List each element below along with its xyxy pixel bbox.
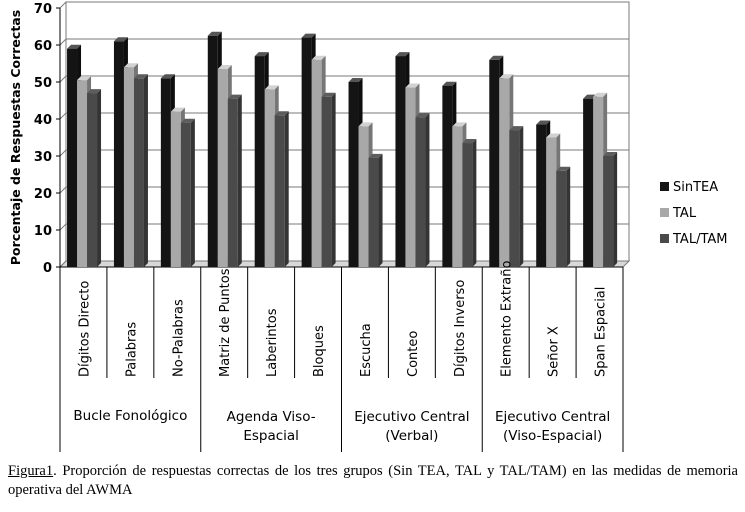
- group-label: Bucle Fonológico: [73, 408, 188, 424]
- figure-caption: [8, 462, 738, 500]
- bar-side: [425, 113, 429, 267]
- group-label: (Verbal): [385, 428, 439, 444]
- gridline-depth: [60, 150, 66, 156]
- y-tick-label: 60: [33, 39, 52, 54]
- bar-side: [566, 167, 570, 267]
- bar: [275, 115, 285, 267]
- bar: [87, 93, 97, 267]
- x-tick-label: Bloques: [312, 325, 328, 377]
- bar: [171, 112, 181, 267]
- group-label: Ejecutivo Central: [494, 409, 611, 425]
- legend-swatch: [660, 208, 669, 217]
- bar: [462, 143, 472, 267]
- bar: [359, 126, 369, 267]
- legend-swatch: [660, 182, 669, 191]
- bar-side: [191, 119, 195, 267]
- group-label: (Viso-Espacial): [503, 428, 603, 444]
- x-tick-label: Palabras: [124, 321, 140, 377]
- bar-side: [379, 154, 383, 267]
- bar: [218, 69, 228, 267]
- x-tick-label: No-Palabras: [171, 299, 187, 377]
- x-tick-label: Dígitos Directo: [77, 280, 93, 377]
- bar-side: [472, 139, 476, 267]
- bar: [161, 78, 171, 267]
- bar: [452, 126, 462, 267]
- bar: [67, 49, 77, 267]
- y-tick-label: 10: [33, 224, 52, 239]
- x-tick-label: Conteo: [405, 330, 421, 377]
- bar: [322, 97, 332, 267]
- bar-side: [97, 89, 101, 267]
- bar: [583, 99, 593, 267]
- bar: [124, 67, 134, 267]
- x-tick-label: Matriz de Puntos: [218, 268, 234, 377]
- x-tick-label: Escucha: [358, 323, 374, 377]
- bar: [489, 60, 499, 267]
- bar: [312, 60, 322, 267]
- gridline-depth: [60, 76, 66, 82]
- y-tick-label: 40: [33, 113, 52, 128]
- y-tick-label: 30: [33, 150, 52, 165]
- bar: [415, 117, 425, 267]
- gridline-depth: [60, 187, 66, 193]
- legend-label: TAL: [673, 206, 697, 221]
- bar-side: [332, 93, 336, 267]
- bar: [302, 38, 312, 267]
- bar-side: [613, 152, 617, 267]
- bar: [255, 56, 265, 267]
- y-tick-label: 20: [33, 187, 52, 202]
- bar: [603, 156, 613, 267]
- bar: [349, 82, 359, 267]
- bar-side: [519, 126, 523, 267]
- gridline-depth: [60, 39, 66, 45]
- bar: [556, 171, 566, 267]
- x-tick-label: Señor X: [546, 326, 562, 377]
- bar-side: [144, 74, 148, 267]
- y-tick-label: 70: [33, 2, 52, 17]
- bar: [228, 99, 238, 267]
- bar: [593, 97, 603, 267]
- gridline-depth: [60, 224, 66, 230]
- bar: [369, 158, 379, 267]
- bar: [77, 80, 87, 267]
- y-tick-label: 0: [42, 261, 52, 276]
- legend-swatch: [660, 234, 669, 243]
- bar: [181, 123, 191, 267]
- x-tick-label: Dígitos Inverso: [452, 279, 468, 377]
- gridline-depth: [60, 113, 66, 119]
- bar: [134, 78, 144, 267]
- y-tick-label: 50: [33, 76, 52, 91]
- group-label: Agenda Viso-: [226, 409, 316, 425]
- bar: [442, 86, 452, 267]
- bar: [536, 125, 546, 267]
- bar: [509, 130, 519, 267]
- gridline-depth: [60, 2, 66, 8]
- figure-caption-text: . Proporción de respuestas correctas de los tres grupos (Sin TEA, TAL y TAL/TAM) en las medidas de memoria operativa del AWMA: [8, 463, 738, 498]
- figure-label: Figura1: [8, 463, 54, 479]
- y-axis-title: Porcentaje de Respuestas Correctas: [8, 9, 23, 266]
- bar: [499, 78, 509, 267]
- bar: [265, 89, 275, 267]
- x-tick-label: Span Espacial: [593, 286, 609, 377]
- group-label: Ejecutivo Central: [354, 409, 470, 425]
- legend-label: SinTEA: [673, 180, 719, 195]
- bar: [208, 36, 218, 267]
- bar: [395, 56, 405, 267]
- bar: [405, 88, 415, 267]
- bar-side: [285, 111, 289, 267]
- group-label: Espacial: [243, 428, 299, 444]
- bar-side: [238, 95, 242, 267]
- legend-label: TAL/TAM: [673, 232, 728, 247]
- x-tick-label: Elemento Extraño: [499, 260, 515, 377]
- x-tick-label: Laberintos: [265, 308, 281, 377]
- bar: [114, 41, 124, 267]
- bar: [546, 138, 556, 268]
